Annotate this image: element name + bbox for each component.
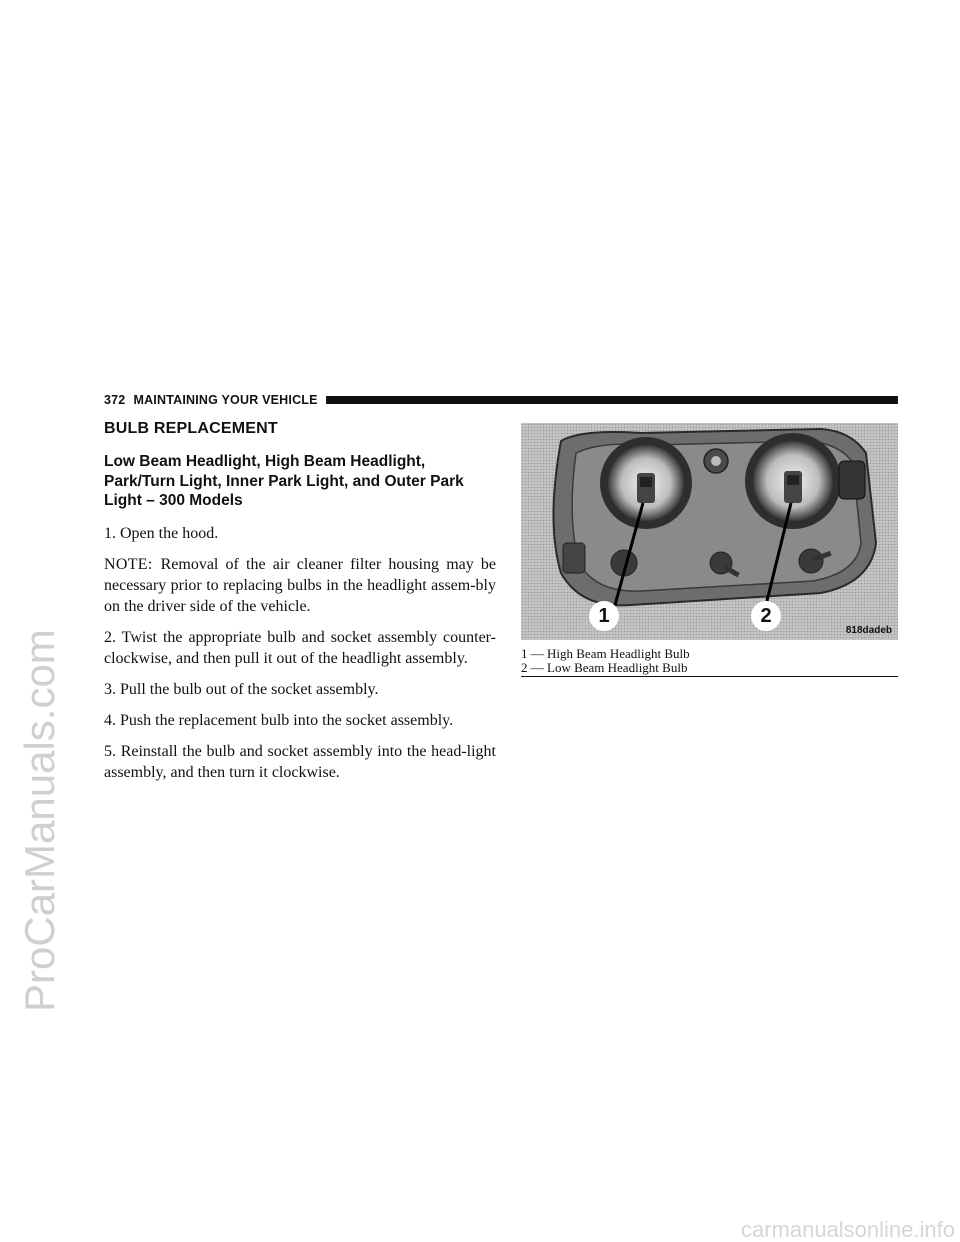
callout-1: [589, 601, 619, 631]
note: [104, 554, 496, 617]
step-4: 4. Push the replacement bulb into the socket assembly.: [104, 711, 454, 729]
caption-low-beam: 2 — Low Beam Headlight Bulb: [521, 660, 688, 675]
header-rule: [326, 396, 898, 404]
watermark-procarmanuals: [8, 500, 68, 1020]
headlight-illustration: [521, 423, 898, 640]
callout-2-label: 2: [760, 604, 772, 627]
watermark-left-text: ProCarManuals.com: [16, 629, 63, 1012]
watermark-carmanualsonline: [600, 1218, 960, 1242]
step-5: 5. Reinstall the bulb and socket assembly into the head-light assembly, and then turn it clockwise.: [104, 742, 496, 781]
figure-column: [521, 423, 898, 677]
page-header: [104, 392, 898, 408]
step-2: 2. Twist the appropriate bulb and socket assembly counter-clockwise, and then pull it out of the headlight assembly.: [104, 628, 496, 667]
watermark-bottom-text: carmanualsonline.info: [740, 1218, 955, 1242]
callout-2: [751, 601, 781, 631]
subsection-title: Low Beam Headlight, High Beam Headlight, Park/Turn Light, Inner Park Light, and Outer Park Light – 300 Models: [104, 453, 464, 509]
figure-code: 818dadeb: [845, 625, 892, 636]
figure-captions: [521, 647, 898, 677]
section-title: BULB REPLACEMENT: [104, 420, 278, 437]
note-label: NOTE:: [104, 555, 153, 573]
headlight-figure: [521, 423, 898, 640]
note-text: Removal of the air cleaner filter housing may be necessary prior to replacing bulbs in the headlight assem-bly on the driver side of the vehicle.: [104, 555, 496, 615]
step-3: 3. Pull the bulb out of the socket assembly.: [104, 680, 379, 698]
page-number: 372: [104, 393, 126, 407]
callout-1-label: 1: [598, 604, 610, 627]
step-1: 1. Open the hood.: [104, 524, 219, 542]
section-name: MAINTAINING YOUR VEHICLE: [133, 393, 318, 407]
caption-high-beam: 1 — High Beam Headlight Bulb: [521, 646, 690, 661]
body-text-column: [104, 420, 496, 793]
